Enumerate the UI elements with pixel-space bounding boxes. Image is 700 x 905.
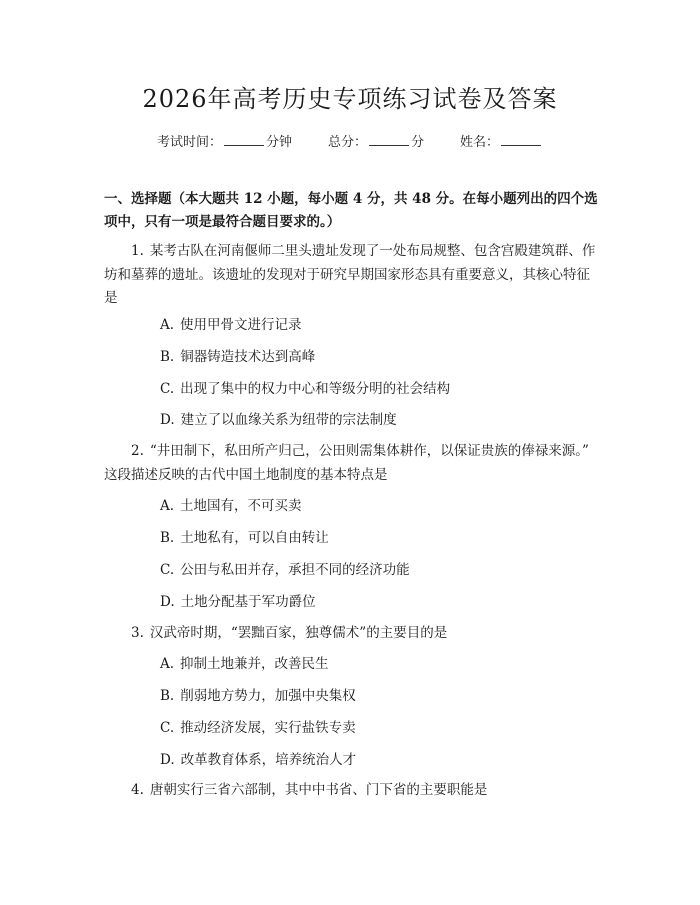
question-2-option-d	[160, 592, 600, 612]
option-text: 铜器铸造技术达到高峰	[180, 349, 316, 365]
question-number: 1.	[131, 243, 144, 259]
total-score-unit: 分	[411, 135, 425, 150]
question-2-option-c	[160, 560, 600, 580]
option-text: 削弱地方势力，加强中央集权	[180, 688, 356, 704]
question-1-option-d	[160, 410, 600, 430]
question-number: 4.	[131, 782, 144, 798]
question-3-option-a	[160, 654, 600, 674]
option-letter: B.	[160, 349, 175, 365]
question-3-option-b	[160, 686, 600, 706]
option-text: 建立了以血缘关系为纽带的宗法制度	[180, 412, 397, 428]
section-heading: 一、选择题（本大题共 12 小题，每小题 4 分，共 48 分。在每小题列出的四个选项中，只有一项是最符合题目要求的。）	[104, 191, 598, 230]
question-1-option-b	[160, 347, 600, 367]
option-text: 土地国有，不可买卖	[180, 498, 302, 514]
option-text: 土地私有，可以自由转让	[180, 530, 329, 546]
exam-time-unit: 分钟	[265, 135, 292, 150]
question-3-option-d	[160, 750, 600, 770]
question-3-option-c	[160, 718, 600, 738]
total-score-blank	[369, 131, 409, 146]
question-number: 3.	[131, 625, 144, 641]
question-3	[104, 622, 600, 646]
exam-time-label: 考试时间：	[156, 135, 222, 150]
option-text: 抑制土地兼并，改善民生	[180, 656, 329, 672]
option-text: 改革教育体系，培养统治人才	[180, 752, 357, 768]
option-letter: A.	[160, 656, 175, 672]
exam-time-blank	[224, 131, 264, 146]
option-text: 推动经济发展，实行盐铁专卖	[180, 720, 356, 736]
question-1	[104, 240, 600, 311]
option-letter: B.	[160, 688, 175, 704]
option-letter: D.	[160, 412, 175, 428]
question-text: 某考古队在河南偃师二里头遗址发现了一处布局规整、包含宫殿建筑群、作坊和墓葬的遗址。该遗址的发现对于研究早期国家形态具有重要意义，其核心特征是	[104, 243, 596, 306]
question-4	[104, 779, 600, 803]
option-text: 公田与私田并存，承担不同的经济功能	[180, 562, 410, 578]
option-text: 出现了集中的权力中心和等级分明的社会结构	[180, 381, 451, 397]
student-name-label: 姓名：	[460, 135, 500, 150]
option-letter: A.	[160, 498, 175, 514]
exam-info-bar	[0, 131, 700, 153]
option-text: 使用甲骨文进行记录	[180, 317, 302, 333]
student-name-blank	[501, 131, 541, 146]
student-name-field	[460, 131, 543, 153]
question-text: “井田制下，私田所产归己，公田则需集体耕作，以保证贵族的俸禄来源。” 这段描述反映的古代中国土地制度的基本特点是	[104, 443, 589, 483]
exam-time-field	[157, 131, 292, 153]
option-letter: B.	[160, 530, 175, 546]
question-text: 唐朝实行三省六部制，其中中书省、门下省的主要职能是	[149, 782, 488, 798]
total-score-label: 总分：	[327, 135, 367, 150]
option-letter: D.	[160, 594, 175, 610]
option-letter: D.	[160, 752, 175, 768]
question-text: 汉武帝时期，“罢黜百家，独尊儒术”的主要目的是	[149, 625, 448, 641]
question-2-option-a	[160, 496, 600, 516]
question-number: 2.	[131, 443, 144, 459]
option-letter: A.	[160, 317, 175, 333]
question-1-option-c	[160, 379, 600, 399]
question-2-option-b	[160, 528, 600, 548]
option-letter: C.	[160, 562, 175, 578]
total-score-field	[328, 131, 424, 153]
question-2	[104, 440, 600, 487]
option-text: 土地分配基于军功爵位	[180, 594, 316, 610]
question-1-option-a	[160, 315, 600, 335]
option-letter: C.	[160, 720, 175, 736]
option-letter: C.	[160, 381, 175, 397]
page-title: 2026年高考历史专项练习试卷及答案	[142, 85, 558, 113]
